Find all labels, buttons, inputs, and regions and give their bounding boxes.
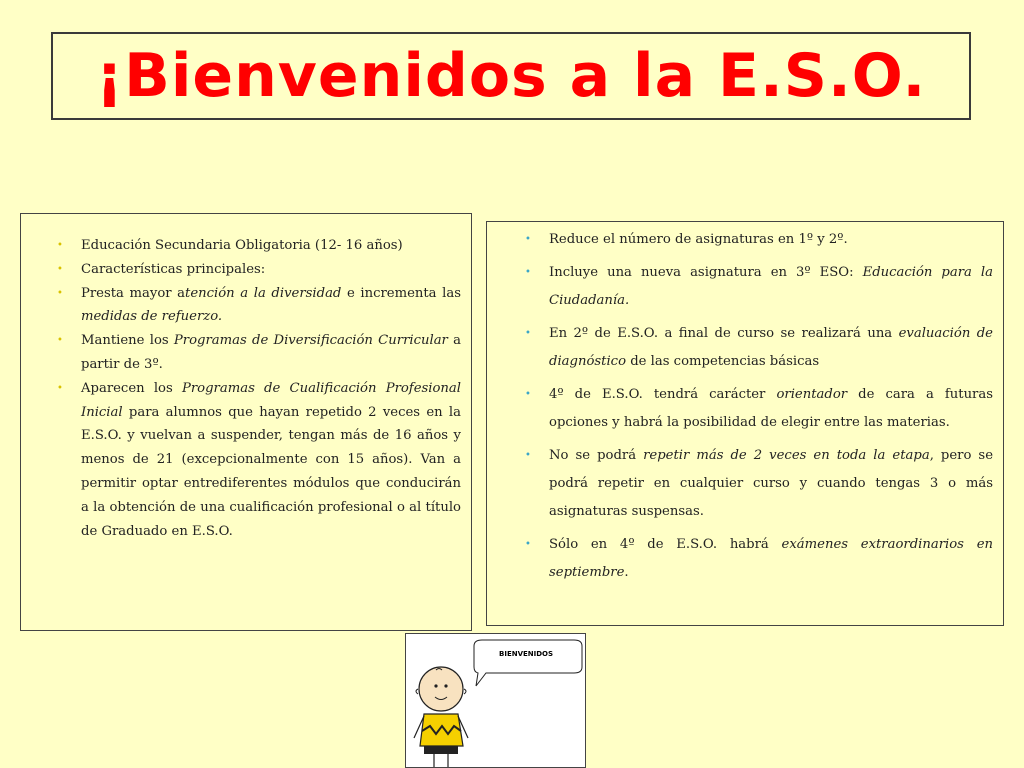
- bullet-icon: •: [57, 263, 63, 275]
- list-item: [507, 531, 993, 587]
- bullet-icon: •: [525, 267, 531, 278]
- bullet-icon: •: [57, 382, 63, 394]
- item-text: Mantiene los: [81, 333, 174, 349]
- bullet-icon: •: [57, 335, 63, 347]
- cartoon-illustration: [406, 634, 586, 768]
- bullet-icon: •: [57, 287, 63, 299]
- emphasized-text: medidas de refuerzo.: [81, 309, 223, 325]
- bullet-icon: •: [525, 389, 531, 400]
- right-text-panel: [486, 221, 1004, 626]
- item-text: Reduce el número de asignaturas en 1º y 2º.: [549, 232, 848, 247]
- bullet-icon: •: [525, 539, 531, 550]
- speech-bubble-text: BIENVENIDOS: [499, 650, 554, 658]
- left-text-panel: [20, 213, 472, 631]
- right-bullet-list: [507, 226, 993, 587]
- list-item: [507, 259, 993, 315]
- list-item: [39, 282, 461, 330]
- item-text: Presta mayor a: [81, 285, 186, 301]
- list-item: [507, 320, 993, 376]
- left-bullet-list: [39, 234, 461, 543]
- emphasized-text: Programas de Cualificación Profesional Inicial: [81, 380, 461, 420]
- emphasized-text: orientador: [776, 387, 848, 402]
- item-text: Educación Secundaria Obligatoria (12- 16 años): [81, 238, 403, 253]
- emphasized-text: tención a la diversidad: [185, 285, 342, 301]
- charlie-brown-image: [405, 633, 586, 768]
- item-text: .: [624, 565, 629, 580]
- list-item: [39, 258, 461, 282]
- item-text: a partir de 3º.: [81, 333, 461, 372]
- emphasized-text: exámenes extraordinarios en septiembre: [549, 537, 993, 580]
- item-text: de las competencias básicas: [626, 354, 820, 369]
- item-text: Aparecen los: [81, 380, 182, 396]
- list-item: [39, 329, 461, 377]
- item-text: En 2º de E.S.O. a final de curso se realizará una: [549, 326, 899, 341]
- item-text: para alumnos que hayan repetido 2 veces en la E.S.O. y vuelvan a suspender, tengan más de 16 años y menos de 21 (excepcionalmente con 15 años). Van a permitir optar entrediferentes módulos que conducirán a la obtención de una cualificación profesional o al título de Graduado en E.S.O.: [81, 404, 461, 539]
- list-item: [507, 226, 993, 254]
- item-text: Sólo en 4º de E.S.O. habrá: [549, 537, 782, 552]
- bullet-icon: •: [525, 328, 531, 339]
- item-text: 4º de E.S.O. tendrá carácter: [549, 387, 777, 402]
- emphasized-text: evaluación de diagnóstico: [549, 326, 993, 369]
- list-item: [39, 234, 461, 258]
- item-text: , pero se podrá repetir en cualquier curso y cuando tengas 3 o más asignaturas suspensas.: [549, 448, 993, 519]
- bullet-icon: •: [57, 240, 63, 251]
- emphasized-text: Educación para la Ciudadanía.: [549, 265, 993, 308]
- bullet-icon: •: [525, 234, 531, 245]
- list-item: [507, 442, 993, 526]
- emphasized-text: repetir más de 2 veces en toda la etapa: [643, 448, 930, 463]
- item-text: Incluye una nueva asignatura en 3º ESO:: [549, 265, 863, 280]
- item-text: Características principales:: [81, 261, 266, 277]
- list-item: [507, 381, 993, 437]
- bullet-icon: •: [525, 450, 531, 461]
- list-item: [39, 377, 461, 544]
- item-text: de cara a futuras opciones y habrá la posibilidad de elegir entre las materias.: [549, 387, 993, 430]
- emphasized-text: Programas de Diversificación Curricular: [173, 333, 448, 349]
- item-text: e incrementa las: [341, 285, 461, 301]
- slide-title: ¡Bienvenidos a la E.S.O.: [95, 41, 927, 111]
- title-box: [51, 32, 971, 120]
- item-text: No se podrá: [549, 448, 644, 463]
